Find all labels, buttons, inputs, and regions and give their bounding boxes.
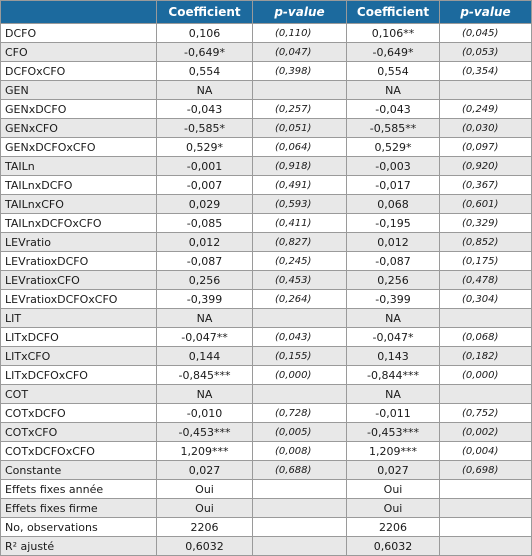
p-value-cell-1: (0,008) (253, 442, 347, 461)
p-value-cell-1: (0,827) (253, 233, 347, 252)
p-value-cell-1: (0,411) (253, 214, 347, 233)
coefficient-cell-1: -0,399 (157, 290, 253, 309)
table-row (1, 119, 532, 138)
coefficient-cell-1: Oui (157, 499, 253, 518)
coefficient-cell-1: 0,012 (157, 233, 253, 252)
p-value-cell-2: (0,367) (440, 176, 532, 195)
p-value-cell-1: (0,110) (253, 24, 347, 43)
coefficient-cell-2: 0,529* (347, 138, 440, 157)
p-value-cell-1: (0,398) (253, 62, 347, 81)
row-variable: DCFOxCFO (1, 62, 157, 81)
coefficient-cell-2: -0,087 (347, 252, 440, 271)
coefficient-cell-1: 0,106 (157, 24, 253, 43)
p-value-cell-2: (0,601) (440, 195, 532, 214)
row-variable: LEVratioxDCFO (1, 252, 157, 271)
row-variable: COTxDCFO (1, 404, 157, 423)
p-value-cell-1: (0,918) (253, 157, 347, 176)
coefficient-cell-1: 0,029 (157, 195, 253, 214)
coefficient-cell-1: Oui (157, 480, 253, 499)
header-p-value-2: p-value (440, 1, 532, 24)
table-row (1, 100, 532, 119)
row-variable: GENxDCFO (1, 100, 157, 119)
coefficient-cell-2: 2206 (347, 518, 440, 537)
table-row (1, 328, 532, 347)
row-variable: LEVratioxDCFOxCFO (1, 290, 157, 309)
p-value-cell-1: (0,257) (253, 100, 347, 119)
row-variable: COTxDCFOxCFO (1, 442, 157, 461)
table-row (1, 233, 532, 252)
p-value-cell-2: (0,097) (440, 138, 532, 157)
coefficient-cell-2: 0,012 (347, 233, 440, 252)
coefficient-cell-2: -0,399 (347, 290, 440, 309)
coefficient-cell-2: Oui (347, 480, 440, 499)
table-body (1, 24, 532, 556)
row-variable: Constante (1, 461, 157, 480)
table-row (1, 81, 532, 100)
p-value-cell-2: (0,045) (440, 24, 532, 43)
coefficient-cell-1: -0,649* (157, 43, 253, 62)
p-value-cell-2: (0,002) (440, 423, 532, 442)
header-coefficient-1: Coefficient (157, 1, 253, 24)
p-value-cell-2: (0,698) (440, 461, 532, 480)
row-variable: R² ajusté (1, 537, 157, 556)
table-row (1, 309, 532, 328)
row-variable: LITxCFO (1, 347, 157, 366)
p-value-cell-1 (253, 81, 347, 100)
coefficient-cell-2: -0,011 (347, 404, 440, 423)
coefficient-cell-1: NA (157, 81, 253, 100)
p-value-cell-2: (0,852) (440, 233, 532, 252)
coefficient-cell-1: -0,001 (157, 157, 253, 176)
coefficient-cell-1: -0,845*** (157, 366, 253, 385)
coefficient-cell-2: 1,209*** (347, 442, 440, 461)
coefficient-cell-2: -0,649* (347, 43, 440, 62)
coefficient-cell-1: 0,256 (157, 271, 253, 290)
p-value-cell-2: (0,182) (440, 347, 532, 366)
p-value-cell-1: (0,155) (253, 347, 347, 366)
header-row (1, 1, 532, 24)
coefficient-cell-1: -0,043 (157, 100, 253, 119)
coefficient-cell-1: 1,209*** (157, 442, 253, 461)
table-row (1, 347, 532, 366)
table-row (1, 442, 532, 461)
p-value-cell-1 (253, 537, 347, 556)
coefficient-cell-1: -0,085 (157, 214, 253, 233)
coefficient-cell-2: 0,027 (347, 461, 440, 480)
p-value-cell-2: (0,030) (440, 119, 532, 138)
coefficient-cell-2: 0,256 (347, 271, 440, 290)
p-value-cell-1: (0,491) (253, 176, 347, 195)
header-variable (1, 1, 157, 24)
row-variable: TAILnxDCFOxCFO (1, 214, 157, 233)
table-row (1, 480, 532, 499)
table-row (1, 518, 532, 537)
table-row (1, 404, 532, 423)
row-variable: LIT (1, 309, 157, 328)
coefficient-cell-1: -0,010 (157, 404, 253, 423)
p-value-cell-2 (440, 309, 532, 328)
p-value-cell-2: (0,068) (440, 328, 532, 347)
coefficient-cell-2: NA (347, 309, 440, 328)
row-variable: CFO (1, 43, 157, 62)
coefficient-cell-1: 0,529* (157, 138, 253, 157)
table-row (1, 271, 532, 290)
p-value-cell-2: (0,329) (440, 214, 532, 233)
table-row (1, 138, 532, 157)
p-value-cell-1: (0,043) (253, 328, 347, 347)
table-row (1, 499, 532, 518)
coefficient-cell-2: -0,003 (347, 157, 440, 176)
p-value-cell-2 (440, 385, 532, 404)
row-variable: LITxDCFO (1, 328, 157, 347)
p-value-cell-1: (0,047) (253, 43, 347, 62)
table-row (1, 176, 532, 195)
p-value-cell-1 (253, 309, 347, 328)
row-variable: DCFO (1, 24, 157, 43)
p-value-cell-1: (0,264) (253, 290, 347, 309)
table-row (1, 252, 532, 271)
coefficient-cell-1: -0,087 (157, 252, 253, 271)
coefficient-cell-1: 0,554 (157, 62, 253, 81)
coefficient-cell-2: 0,554 (347, 62, 440, 81)
table-row (1, 43, 532, 62)
coefficient-cell-1: NA (157, 309, 253, 328)
coefficient-cell-2: -0,017 (347, 176, 440, 195)
table-row (1, 214, 532, 233)
p-value-cell-2 (440, 480, 532, 499)
table-row (1, 385, 532, 404)
p-value-cell-1: (0,245) (253, 252, 347, 271)
p-value-cell-2: (0,354) (440, 62, 532, 81)
p-value-cell-1 (253, 385, 347, 404)
p-value-cell-2: (0,175) (440, 252, 532, 271)
table-row (1, 157, 532, 176)
header-p-value-1: p-value (253, 1, 347, 24)
p-value-cell-1: (0,593) (253, 195, 347, 214)
coefficient-cell-1: 0,144 (157, 347, 253, 366)
coefficient-cell-1: -0,585* (157, 119, 253, 138)
p-value-cell-1: (0,728) (253, 404, 347, 423)
p-value-cell-2 (440, 518, 532, 537)
row-variable: GENxDCFOxCFO (1, 138, 157, 157)
coefficient-cell-1: -0,453*** (157, 423, 253, 442)
table-row (1, 24, 532, 43)
p-value-cell-2 (440, 537, 532, 556)
coefficient-cell-2: -0,844*** (347, 366, 440, 385)
coefficient-cell-1: NA (157, 385, 253, 404)
table-row (1, 366, 532, 385)
p-value-cell-1: (0,688) (253, 461, 347, 480)
row-variable: LEVratioxCFO (1, 271, 157, 290)
coefficient-cell-1: -0,047** (157, 328, 253, 347)
p-value-cell-2: (0,920) (440, 157, 532, 176)
row-variable: TAILnxCFO (1, 195, 157, 214)
p-value-cell-1: (0,064) (253, 138, 347, 157)
row-variable: LEVratio (1, 233, 157, 252)
coefficient-cell-2: NA (347, 81, 440, 100)
coefficient-cell-2: 0,143 (347, 347, 440, 366)
coefficient-cell-2: -0,047* (347, 328, 440, 347)
p-value-cell-1: (0,000) (253, 366, 347, 385)
p-value-cell-2: (0,000) (440, 366, 532, 385)
table-row (1, 290, 532, 309)
coefficient-cell-1: 2206 (157, 518, 253, 537)
coefficient-cell-2: -0,585** (347, 119, 440, 138)
coefficient-cell-2: 0,106** (347, 24, 440, 43)
row-variable: LITxDCFOxCFO (1, 366, 157, 385)
coefficient-cell-2: -0,043 (347, 100, 440, 119)
p-value-cell-2 (440, 81, 532, 100)
row-variable: TAILn (1, 157, 157, 176)
p-value-cell-1 (253, 480, 347, 499)
row-variable: COT (1, 385, 157, 404)
coefficient-cell-2: 0,068 (347, 195, 440, 214)
row-variable: No, observations (1, 518, 157, 537)
coefficient-cell-2: NA (347, 385, 440, 404)
p-value-cell-2: (0,053) (440, 43, 532, 62)
p-value-cell-2: (0,752) (440, 404, 532, 423)
coefficient-cell-2: 0,6032 (347, 537, 440, 556)
row-variable: TAILnxDCFO (1, 176, 157, 195)
coefficient-cell-1: 0,6032 (157, 537, 253, 556)
p-value-cell-2 (440, 499, 532, 518)
p-value-cell-1 (253, 518, 347, 537)
table-row (1, 195, 532, 214)
p-value-cell-1: (0,005) (253, 423, 347, 442)
table-row (1, 537, 532, 556)
p-value-cell-1: (0,453) (253, 271, 347, 290)
coefficient-cell-1: -0,007 (157, 176, 253, 195)
p-value-cell-2: (0,004) (440, 442, 532, 461)
coefficient-cell-2: -0,195 (347, 214, 440, 233)
row-variable: Effets fixes firme (1, 499, 157, 518)
header-coefficient-2: Coefficient (347, 1, 440, 24)
row-variable: GEN (1, 81, 157, 100)
table-row (1, 461, 532, 480)
p-value-cell-2: (0,304) (440, 290, 532, 309)
table-row (1, 62, 532, 81)
p-value-cell-2: (0,249) (440, 100, 532, 119)
coefficient-cell-2: -0,453*** (347, 423, 440, 442)
row-variable: Effets fixes année (1, 480, 157, 499)
p-value-cell-1: (0,051) (253, 119, 347, 138)
p-value-cell-1 (253, 499, 347, 518)
row-variable: COTxCFO (1, 423, 157, 442)
coefficient-cell-1: 0,027 (157, 461, 253, 480)
table-row (1, 423, 532, 442)
p-value-cell-2: (0,478) (440, 271, 532, 290)
coefficient-cell-2: Oui (347, 499, 440, 518)
row-variable: GENxCFO (1, 119, 157, 138)
